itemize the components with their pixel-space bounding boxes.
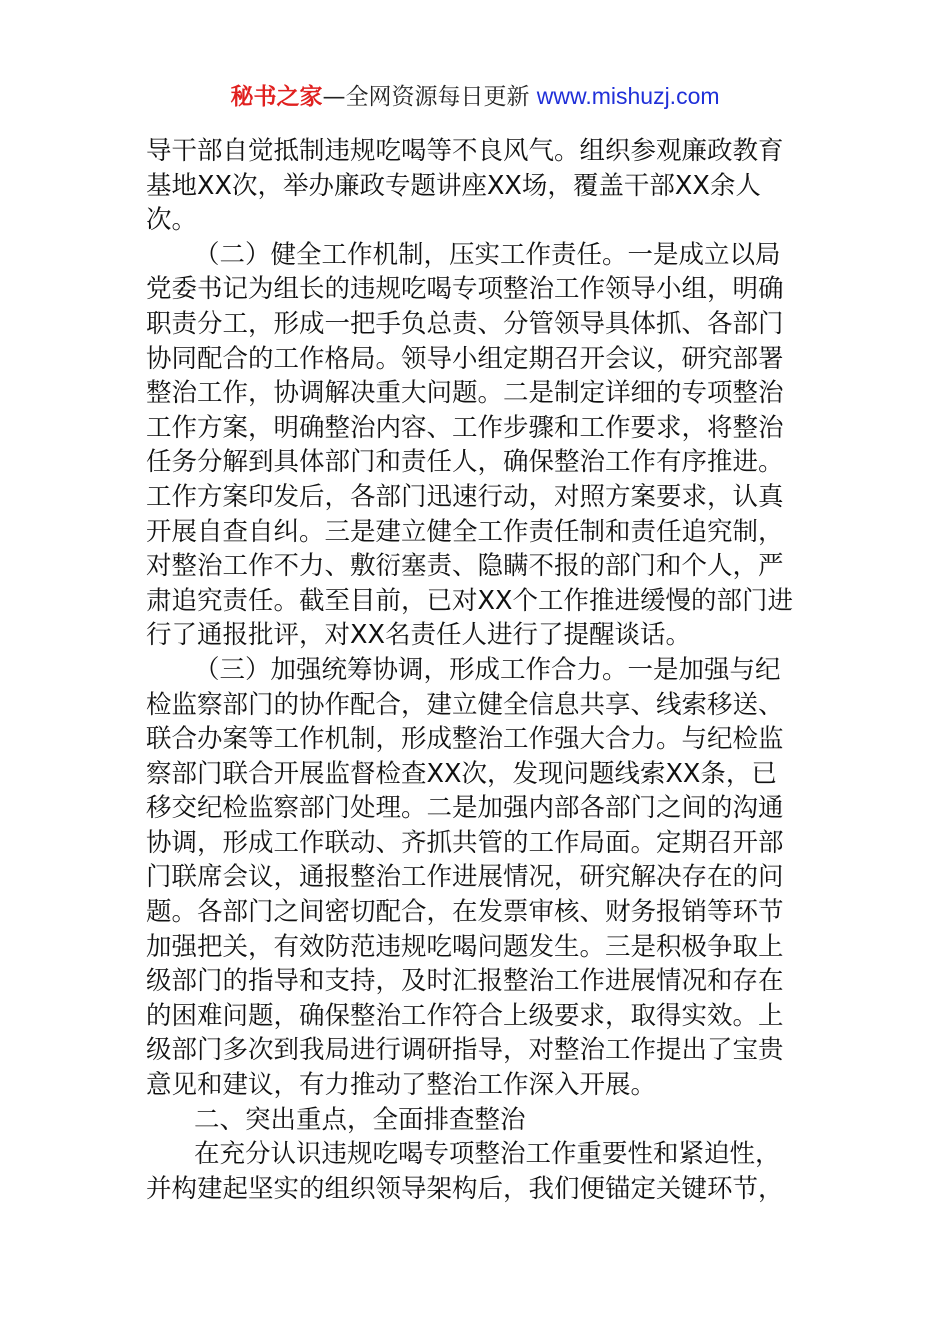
text-line: 肃追究责任。截至目前，已对XX个工作推进缓慢的部门进 <box>146 585 793 616</box>
text-line: 察部门联合开展监督检查XX次，发现问题线索XX条，已 <box>146 758 777 789</box>
text-line: 对整治工作不力、敷衍塞责、隐瞒不报的部门和个人，严 <box>146 551 784 582</box>
site-url[interactable]: www.mishuzj.com <box>536 83 720 109</box>
page-header <box>0 80 950 113</box>
text-line: 协调，形成工作联动、齐抓共管的工作局面。定期召开部 <box>146 827 784 858</box>
site-brand: 秘书之家 <box>230 84 323 110</box>
text-line: 在充分认识违规吃喝专项整治工作重要性和紧迫性， <box>194 1139 781 1170</box>
text-line: 党委书记为组长的违规吃喝专项整治工作领导小组，明确 <box>146 274 784 305</box>
text-line: 任务分解到具体部门和责任人，确保整治工作有序推进。 <box>146 447 784 478</box>
text-line: 行了通报批评，对XX名责任人进行了提醒谈话。 <box>146 620 691 651</box>
section-title-line: 二、突出重点，全面排查整治 <box>194 1104 526 1135</box>
text-line: 门联席会议，通报整治工作进展情况，研究解决存在的问 <box>146 862 784 893</box>
text-line: 工作方案印发后，各部门迅速行动，对照方案要求，认真 <box>146 481 784 512</box>
text-line: 工作方案，明确整治内容、工作步骤和工作要求，将整治 <box>146 412 784 443</box>
text-line: 意见和建议，有力推动了整治工作深入开展。 <box>146 1070 657 1101</box>
text-line: 职责分工，形成一把手负总责、分管领导具体抓、各部门 <box>146 308 784 339</box>
text-line: 移交纪检监察部门处理。二是加强内部各部门之间的沟通 <box>146 793 784 824</box>
text-line: 题。各部门之间密切配合，在发票审核、财务报销等环节 <box>146 897 784 928</box>
text-line: 级部门的指导和支持，及时汇报整治工作进展情况和存在 <box>146 966 784 997</box>
text-line: 级部门多次到我局进行调研指导，对整治工作提出了宝贵 <box>146 1035 784 1066</box>
section-heading-line: （三）加强统筹协调，形成工作合力。一是加强与纪 <box>194 654 781 685</box>
text-line: 导干部自觉抵制违规吃喝等不良风气。组织参观廉政教育 <box>146 136 784 166</box>
text-line: 协同配合的工作格局。领导小组定期召开会议，研究部署 <box>146 343 784 374</box>
text-line: 的困难问题，确保整治工作符合上级要求，取得实效。上 <box>146 1000 784 1031</box>
text-line: 联合办案等工作机制，形成整治工作强大合力。与纪检监 <box>146 724 784 755</box>
text-line: 加强把关，有效防范违规吃喝问题发生。三是积极争取上 <box>146 931 784 962</box>
text-line: 基地XX次，举办廉政专题讲座XX场，覆盖干部XX余人 <box>146 170 761 201</box>
site-tagline: —全网资源每日更新 <box>322 84 530 110</box>
text-line: 整治工作，协调解决重大问题。二是制定详细的专项整治 <box>146 378 784 409</box>
section-heading-line: （二）健全工作机制，压实工作责任。一是成立以局 <box>194 239 781 270</box>
text-line: 次。 <box>146 205 198 236</box>
text-line: 并构建起坚实的组织领导架构后，我们便锚定关键环节， <box>146 1173 784 1204</box>
text-line: 开展自查自纠。三是建立健全工作责任制和责任追究制， <box>146 516 784 547</box>
document-body <box>146 134 810 1206</box>
text-line: 检监察部门的协作配合，建立健全信息共享、线索移送、 <box>146 689 784 720</box>
